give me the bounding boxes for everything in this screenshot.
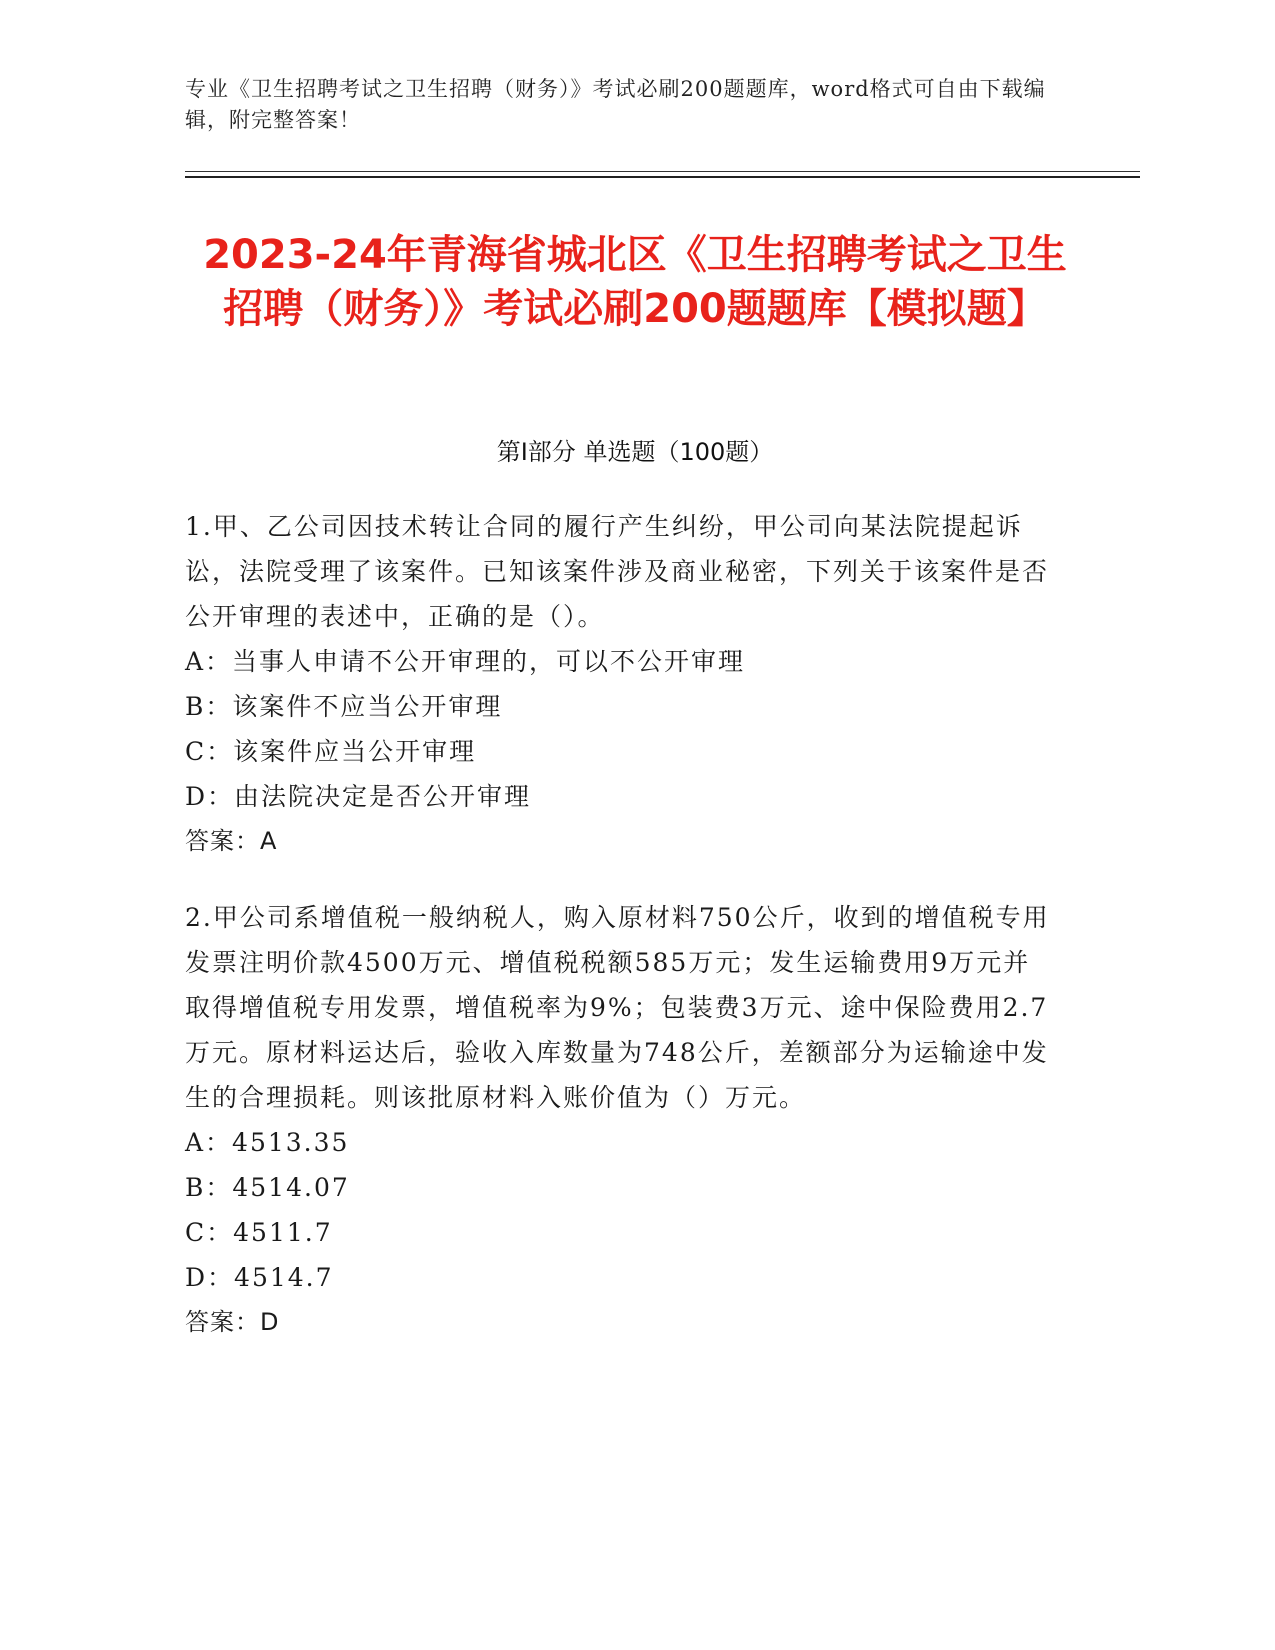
section-title: 第Ⅰ部分 单选题（100题） <box>496 438 774 466</box>
option-d: D：由法院决定是否公开审理 <box>185 782 532 811</box>
question-1 <box>185 504 1055 864</box>
option-c: C：4511.7 <box>185 1218 333 1247</box>
option-a: A：当事人申请不公开审理的，可以不公开审理 <box>185 647 746 676</box>
option-b: B：该案件不应当公开审理 <box>185 692 503 721</box>
option-d: D：4514.7 <box>185 1263 334 1292</box>
answer: 答案：D <box>185 1308 280 1336</box>
header-divider-thick <box>185 176 1140 178</box>
option-c: C：该案件应当公开审理 <box>185 737 477 766</box>
option-b: B：4514.07 <box>185 1173 350 1202</box>
header-divider-thin <box>185 171 1140 172</box>
document-title: 2023-24年青海省城北区《卫生招聘考试之卫生招聘（财务）》考试必刷200题题库【模拟题】 <box>203 232 1067 332</box>
question-stem: 2.甲公司系增值税一般纳税人，购入原材料750公斤，收到的增值税专用发票注明价款4500万元、增值税税额585万元；发生运输费用9万元并取得增值税专用发票，增值税率为9%；包装费3万元、途中保险费用2.7万元。原材料运达后，验收入库数量为748公斤，差额部分为运输途中发生的合理损耗。则该批原材料入账价值为（）万元。 <box>185 903 1050 1112</box>
question-stem: 1.甲、乙公司因技术转让合同的履行产生纠纷，甲公司向某法院提起诉讼，法院受理了该案件。已知该案件涉及商业秘密，下列关于该案件是否公开审理的表述中，正确的是（）。 <box>185 512 1050 631</box>
option-a: A：4513.35 <box>185 1128 350 1157</box>
question-2 <box>185 895 1055 1345</box>
header-note: 专业《卫生招聘考试之卫生招聘（财务）》考试必刷200题题库，word格式可自由下载编辑，附完整答案！ <box>185 77 1046 132</box>
answer: 答案：A <box>185 827 278 855</box>
